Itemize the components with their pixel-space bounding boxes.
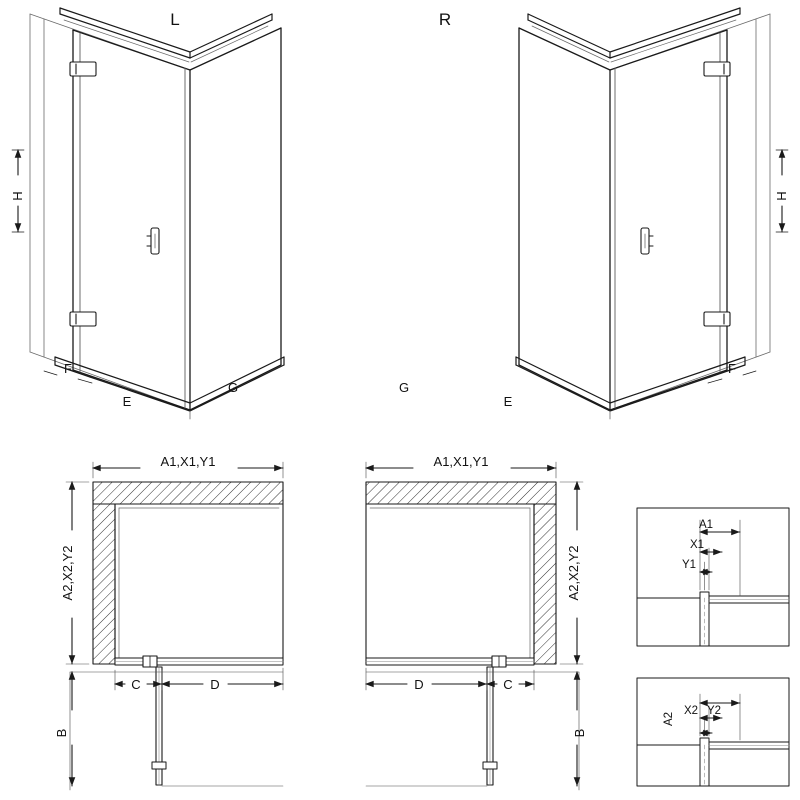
label-Y1-detail: Y1 — [681, 559, 697, 571]
label-D-right: D — [414, 677, 424, 692]
detail-view-bottom — [637, 678, 789, 786]
label-A1-detail: A1 — [698, 519, 714, 531]
plan-view-left — [66, 462, 283, 790]
label-Y2-detail: Y2 — [706, 705, 722, 717]
dimension-H-left — [12, 150, 24, 232]
label-variant-L: L — [170, 10, 180, 29]
label-C-left: C — [131, 677, 141, 692]
iso-view-right — [516, 8, 788, 419]
iso-view-left — [12, 8, 284, 419]
label-A2X2Y2-right: A2,X2,Y2 — [566, 545, 581, 601]
label-variant-R: R — [438, 10, 452, 29]
label-G-left: G — [227, 380, 239, 395]
label-X2-detail: X2 — [683, 705, 699, 717]
label-A1X1Y1-right: A1,X1,Y1 — [433, 454, 489, 469]
plan-view-right — [366, 462, 583, 790]
label-F-left: F — [64, 361, 72, 376]
label-X1-detail: X1 — [689, 539, 705, 551]
label-B-left: B — [54, 728, 69, 738]
label-C-right: C — [503, 677, 513, 692]
dimension-H-right — [776, 150, 788, 232]
label-A1X1Y1-left: A1,X1,Y1 — [160, 454, 216, 469]
label-E-left: E — [122, 394, 132, 409]
label-A2-detail: A2 — [663, 711, 675, 727]
label-A2X2Y2-left: A2,X2,Y2 — [60, 545, 75, 601]
label-B-right: B — [572, 728, 587, 738]
label-G-right: G — [398, 380, 410, 395]
label-H-right: H — [774, 191, 789, 201]
label-H-left: H — [10, 191, 25, 201]
label-E-right: E — [503, 394, 513, 409]
label-F-right: F — [728, 361, 736, 376]
label-D-left: D — [210, 677, 220, 692]
